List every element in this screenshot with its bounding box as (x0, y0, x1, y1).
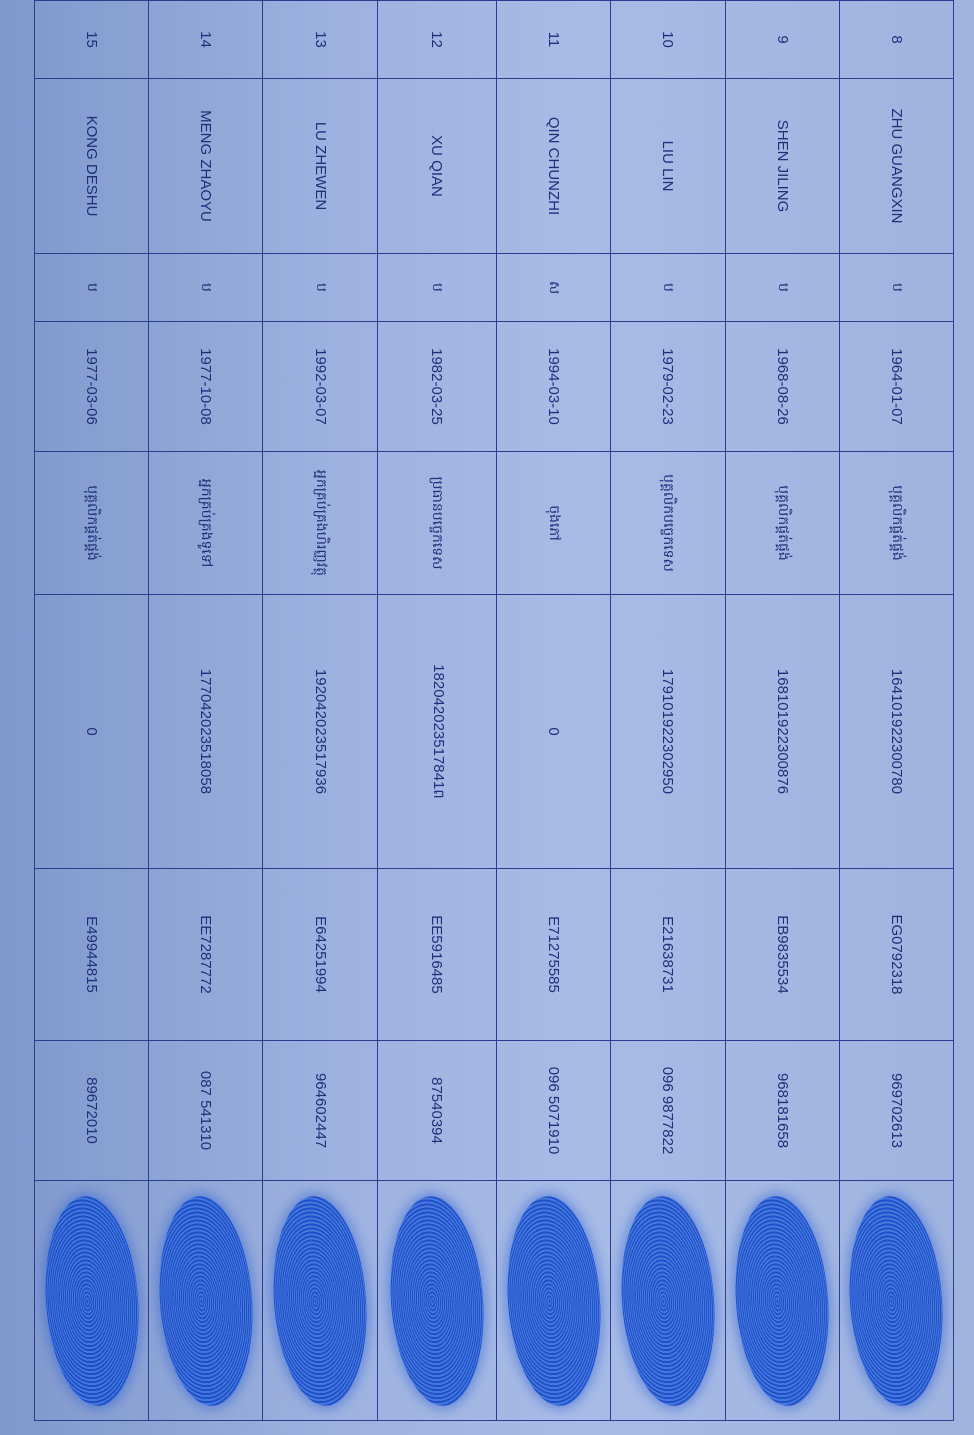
table-row (611, 1, 725, 1421)
sex-cell: ប (149, 254, 263, 322)
sex-cell: ប (839, 254, 953, 322)
sex-cell: ប (611, 254, 725, 322)
name-cell: LIU LIN (611, 79, 725, 254)
date-of-birth-cell: 1979-02-23 (611, 322, 725, 452)
table-row (497, 1, 611, 1421)
row-number-cell: 15 (35, 1, 149, 79)
fingerprint-icon (729, 1193, 835, 1409)
phone-number-cell: 096 9877822 (611, 1041, 725, 1181)
occupation-cell: អ្នកគ្រប់គ្រងហិរញ្ញវត្ថុ (263, 452, 377, 595)
occupation-cell: បុគ្គលិកបច្ចេកទេស (611, 452, 725, 595)
fingerprint-icon (615, 1193, 721, 1409)
phone-number-cell: 89672010 (35, 1041, 149, 1181)
name-cell: MENG ZHAOYU (149, 79, 263, 254)
sex-cell: ស (497, 254, 611, 322)
occupation-cell: បុគ្គលិកផ្គត់ផ្គង់ (725, 452, 839, 595)
row-number-cell: 12 (377, 1, 496, 79)
permit-number-cell: 192042023517936 (263, 595, 377, 869)
fingerprint-icon (843, 1193, 949, 1409)
sex-cell: ប (35, 254, 149, 322)
register-sheet (34, 0, 954, 1435)
table-row (839, 1, 953, 1421)
phone-number-cell: 968181658 (725, 1041, 839, 1181)
passport-number-cell: E71275585 (497, 869, 611, 1041)
thumbprint-cell (263, 1181, 377, 1421)
thumbprint-cell (149, 1181, 263, 1421)
sex-cell: ប (377, 254, 496, 322)
row-number-cell: 11 (497, 1, 611, 79)
sex-cell: ប (263, 254, 377, 322)
sex-cell: ប (725, 254, 839, 322)
date-of-birth-cell: 1992-03-07 (263, 322, 377, 452)
phone-number-cell: 964602447 (263, 1041, 377, 1181)
date-of-birth-cell: 1982-03-25 (377, 322, 496, 452)
passport-number-cell: E21638731 (611, 869, 725, 1041)
occupation-cell: ចុងភៅ (497, 452, 611, 595)
table-body (35, 1, 954, 1421)
phone-number-cell: 096 5071910 (497, 1041, 611, 1181)
permit-number-cell: 164101922300780 (839, 595, 953, 869)
thumbprint-cell (35, 1181, 149, 1421)
permit-number-cell: 0 (35, 595, 149, 869)
row-number-cell: 8 (839, 1, 953, 79)
name-cell: LU ZHEWEN (263, 79, 377, 254)
row-number-cell: 9 (725, 1, 839, 79)
name-cell: SHEN JILING (725, 79, 839, 254)
table-row (725, 1, 839, 1421)
thumbprint-cell (611, 1181, 725, 1421)
occupation-cell: បុគ្គលិកផ្គត់ផ្គង់ (839, 452, 953, 595)
thumbprint-cell (725, 1181, 839, 1421)
name-cell: KONG DESHU (35, 79, 149, 254)
table-row (263, 1, 377, 1421)
fingerprint-icon (267, 1193, 373, 1409)
date-of-birth-cell: 1977-03-06 (35, 322, 149, 452)
fingerprint-icon (153, 1193, 259, 1409)
row-number-cell: 13 (263, 1, 377, 79)
row-number-cell: 10 (611, 1, 725, 79)
permit-number-cell: 177042023518058 (149, 595, 263, 869)
occupation-cell: ប្រធានបច្ចេកទេស (377, 452, 496, 595)
thumbprint-cell (839, 1181, 953, 1421)
table-row (149, 1, 263, 1421)
thumbprint-cell (377, 1181, 496, 1421)
date-of-birth-cell: 1964-01-07 (839, 322, 953, 452)
staff-register-table (34, 0, 954, 1421)
passport-number-cell: E49944815 (35, 869, 149, 1041)
passport-number-cell: EE5916485 (377, 869, 496, 1041)
passport-number-cell: EB9835534 (725, 869, 839, 1041)
thumbprint-cell (497, 1181, 611, 1421)
permit-number-cell: 182042023517841ព (377, 595, 496, 869)
row-number-cell: 14 (149, 1, 263, 79)
occupation-cell: បុគ្គលិកផ្គត់ផ្គង់ (35, 452, 149, 595)
permit-number-cell: 168101922300876 (725, 595, 839, 869)
permit-number-cell: 179101922302950 (611, 595, 725, 869)
phone-number-cell: 969702613 (839, 1041, 953, 1181)
occupation-cell: អ្នកគ្រប់គ្រងទូទៅ (149, 452, 263, 595)
table-row (377, 1, 496, 1421)
fingerprint-icon (501, 1193, 607, 1409)
date-of-birth-cell: 1977-10-08 (149, 322, 263, 452)
table-row (35, 1, 149, 1421)
passport-number-cell: E64251994 (263, 869, 377, 1041)
fingerprint-icon (384, 1193, 490, 1409)
date-of-birth-cell: 1968-08-26 (725, 322, 839, 452)
date-of-birth-cell: 1994-03-10 (497, 322, 611, 452)
passport-number-cell: EE7287772 (149, 869, 263, 1041)
permit-number-cell: 0 (497, 595, 611, 869)
phone-number-cell: 87540394 (377, 1041, 496, 1181)
phone-number-cell: 087 541310 (149, 1041, 263, 1181)
name-cell: QIN CHUNZHI (497, 79, 611, 254)
name-cell: ZHU GUANGXIN (839, 79, 953, 254)
name-cell: XU QIAN (377, 79, 496, 254)
passport-number-cell: EG0792318 (839, 869, 953, 1041)
fingerprint-icon (38, 1193, 144, 1409)
